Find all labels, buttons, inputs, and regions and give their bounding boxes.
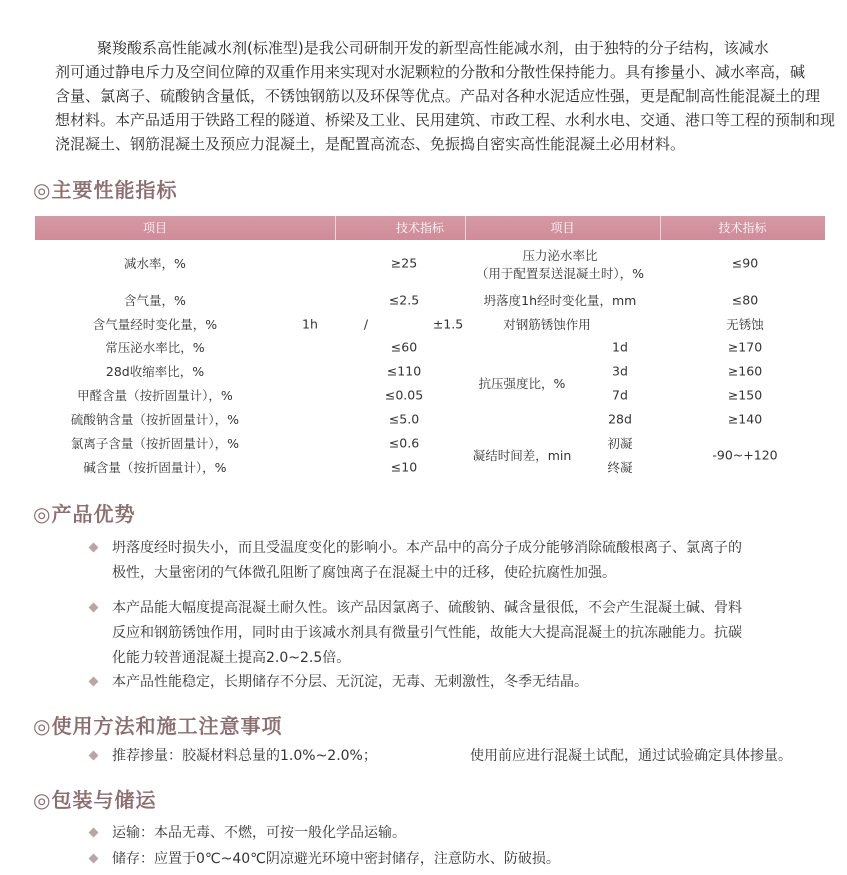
cell: 凝结时间差，min — [472, 448, 572, 463]
cell: ≥140 — [727, 411, 763, 427]
cell: -90~+120 — [712, 447, 778, 463]
cell: 3d — [612, 363, 628, 379]
cell: 坍落度1h经时变化量，mm — [483, 293, 637, 308]
section-title-advantages: ◎产品优势 — [33, 502, 136, 526]
cell: 终凝 — [607, 460, 633, 475]
cell: ≤60 — [390, 339, 418, 355]
header-spec: 技术指标 — [395, 221, 444, 235]
bullet-text: 本产品性能稳定，长期储存不分层、无沉淀，无毒、无刺激性，冬季无结晶。 — [112, 674, 588, 690]
cell: 压力泌水率比 — [522, 248, 598, 263]
bullet-text: 极性，大量密闭的气体微孔阻断了腐蚀离子在混凝土中的迁移，使砼抗腐性加强。 — [112, 565, 616, 581]
cell: 常压泌水率比，% — [105, 340, 205, 355]
section-title-packaging: ◎包装与储运 — [33, 788, 157, 812]
cell: 氯离子含量（按折固量计），% — [70, 436, 240, 451]
intro-line: 聚羧酸系高性能减水剂(标准型)是我公司研制开发的新型高性能减水剂，由于独特的分子结构，该减水 — [97, 39, 769, 57]
bullet-icon — [89, 543, 99, 553]
cell: ≤2.5 — [388, 292, 420, 308]
bullet-text: 化能力较普通混凝土提高2.0~2.5倍。 — [112, 650, 351, 666]
bullet-icon — [89, 751, 99, 761]
cell: ≤110 — [386, 363, 422, 379]
cell: / — [363, 316, 369, 332]
cell: 硫酸钠含量（按折固量计），% — [70, 412, 240, 427]
cell: ≤0.05 — [384, 387, 424, 403]
intro-line: 浇混凝土、钢筋混凝土及预应力混凝土，是配置高流态、免振捣自密实高性能混凝土必用材料。 — [55, 135, 686, 153]
header-item: 项目 — [550, 221, 575, 235]
cell: 无锈蚀 — [726, 317, 764, 332]
bullet-text: 储存：应置于0℃~40℃阴凉避光环境中密封储存，注意防水、防破损。 — [112, 851, 560, 867]
cell: 对钢筋锈蚀作用 — [503, 317, 591, 332]
bullet-icon — [89, 854, 99, 864]
header-item: 项目 — [142, 221, 167, 235]
bullet-icon — [89, 828, 99, 838]
bullet-icon — [89, 677, 99, 687]
cell: 含气量，% — [124, 293, 186, 308]
cell: 28d — [608, 411, 632, 427]
bullet-text: 运输：本品无毒、不燃，可按一般化学品运输。 — [112, 825, 406, 841]
cell: ≤5.0 — [388, 411, 420, 427]
bullet-icon — [89, 603, 99, 613]
bullet-text: 本产品能大幅度提高混凝土耐久性。该产品因氯离子、硫酸钠、碱含量很低，不会产生混凝土碱、骨料 — [112, 600, 742, 616]
cell: 甲醛含量（按折固量计），% — [77, 388, 233, 403]
bullet-text: 坍落度经时损失小，而且受温度变化的影响小。本产品中的高分子成分能够消除硫酸根离子、氯离子的 — [112, 540, 742, 556]
intro-line: 想材料。本产品适用于铁路工程的隧道、桥梁及工业、民用建筑、市政工程、水利水电、交通、港口等工程的预制和现 — [55, 111, 836, 129]
cell: （用于配置泵送混凝土时），% — [475, 266, 645, 281]
cell: 7d — [612, 387, 628, 403]
cell: 减水率，% — [124, 256, 186, 271]
bullet-text: 使用前应进行混凝土试配，通过试验确定具体掺量。 — [470, 748, 792, 764]
cell: 初凝 — [607, 436, 633, 451]
cell: 1h — [302, 316, 318, 332]
section-title-performance: ◎主要性能指标 — [33, 178, 178, 202]
cell: ≥160 — [727, 363, 763, 379]
cell: ≤0.6 — [388, 435, 420, 451]
intro-line: 剂可通过静电斥力及空间位障的双重作用来实现对水泥颗粒的分散和分散性保持能力。具有掺量小、减水率高，碱 — [55, 63, 806, 81]
cell: 含气量经时变化量，% — [92, 317, 218, 332]
bullet-text: 反应和钢筋锈蚀作用，同时由于该减水剂具有微量引气性能，故能大大提高混凝土的抗冻融能力。抗碳 — [112, 625, 742, 641]
cell: ≤10 — [390, 459, 418, 475]
cell: ≥170 — [727, 339, 763, 355]
bullet-text: 推荐掺量：胶凝材料总量的1.0%~2.0%； — [112, 748, 377, 764]
cell: 抗压强度比，% — [478, 376, 566, 391]
section-title-usage: ◎使用方法和施工注意事项 — [33, 714, 283, 738]
cell: ≥150 — [727, 387, 763, 403]
intro-line: 含量、氯离子、硫酸钠含量低，不锈蚀钢筋以及环保等优点。产品对各种水泥适应性强，更是配制高性能混凝土的理 — [55, 87, 821, 105]
cell: 1d — [612, 339, 628, 355]
header-spec: 技术指标 — [718, 221, 767, 235]
cell: 碱含量（按折固量计），% — [83, 460, 227, 475]
cell: ≤90 — [731, 255, 759, 271]
cell: ±1.5 — [432, 316, 464, 332]
cell: ≥25 — [390, 255, 418, 271]
cell: ≤80 — [731, 292, 759, 308]
cell: 28d收缩率比，% — [105, 364, 205, 379]
table-header — [35, 216, 825, 240]
